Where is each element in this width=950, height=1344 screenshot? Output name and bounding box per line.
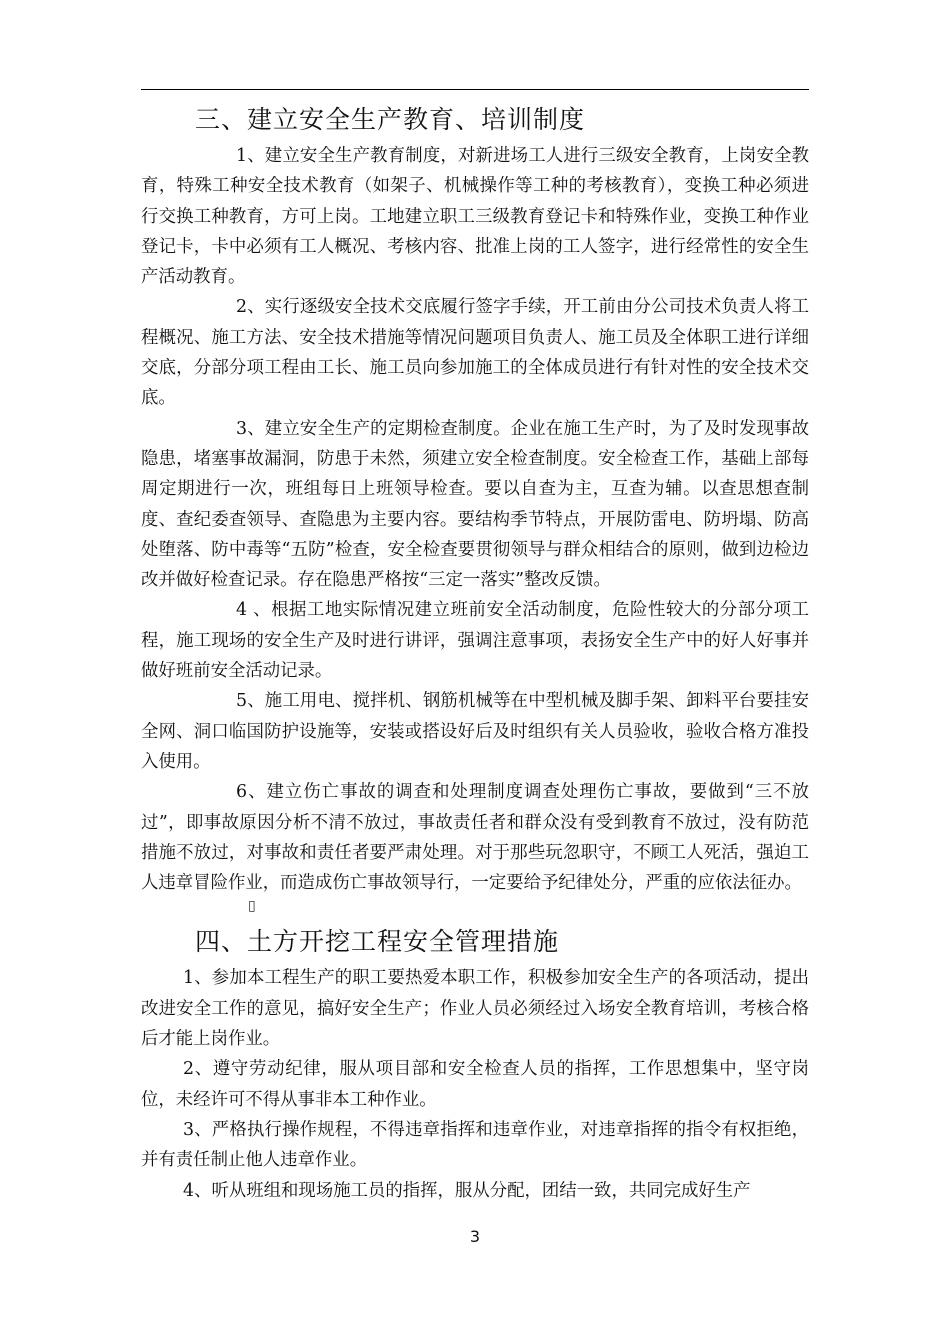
section-title-training: 三、建立安全生产教育、培训制度 (195, 105, 586, 134)
excavation-item-1: 1、参加本工程生产的职工要热爱本职工作，积极参加安全生产的各项活动，提出改进安全工作的意见，搞好安全生产；作业人员必须经过入场安全教育培训，考核合格后才能上岗作业。 (141, 968, 809, 1050)
excavation-item-4: 4、听从班组和现场施工员的指挥，服从分配，团结一致，共同完成好生产 (183, 1180, 751, 1201)
document-body (141, 100, 809, 1206)
training-item-5: 5、施工用电、搅拌机、钢筋机械等在中型机械及脚手架、卸料平台要挂安全网、洞口临国防护设施等，安装或搭设好后及时组织有关人员验收，验收合格方准投入使用。 (141, 691, 809, 772)
training-item-6: 6、建立伤亡事故的调查和处理制度调查处理伤亡事故，要做到“三不放过”，即事故原因分析不清不放过，事故责任者和群众没有受到教育不放过，没有防范措施不放过，对事故和责任者要严肃处理。对于那些玩忽职守，不顾工人死活，强迫工人违章冒险作业，而造成伤亡事故领导行，一定要给予纪律处分，严重的应依法征办。 (141, 782, 809, 894)
training-item-4: 4 、根据工地实际情况建立班前安全活动制度，危险性较大的分部分项工程，施工现场的安全生产及时进行讲评，强调注意事项，表扬安全生产中的好人好事并做好班前安全活动记录。 (141, 600, 809, 682)
training-item-3: 3、建立安全生产的定期检查制度。企业在施工生产时，为了及时发现事故隐患，堵塞事故漏洞，防患于未然，须建立安全检查制度。安全检查工作，基础上部每周定期进行一次，班组每日上班领导检查。要以自查为主，互查为辅。以查思想查制度、查纪委查领导、查隐患为主要内容。要结构季节特点，开展防雷电、防坍塌、防高处堕落、防中毒等“五防”检查，安全检查要贯彻领导与群众相结合的原则，做到边检边改并做好检查记录。存在隐患严格按“三定一落实”整改反馈。 (141, 418, 809, 591)
excavation-item-3: 3、严格执行操作规程，不得违章指挥和违章作业，对违章指挥的指令有权拒绝，并有责任制止他人违章作业。 (141, 1119, 809, 1171)
section-title-excavation: 四、土方开挖工程安全管理措施 (195, 927, 560, 957)
page-number: 3 (469, 1227, 481, 1246)
training-item-1: 1、建立安全生产教育制度，对新进场工人进行三级安全教育，上岗安全教育，特殊工种安全技术教育（如架子、机械操作等工种的考核教育），变换工种必须进行交换工种教育，方可上岗。工地建立职工三级教育登记卡和特殊作业，变换工种作业登记卡，卡中必须有工人概况、考核内容、批准上岗的工人签字，进行经常性的安全生产活动教育。 (141, 146, 809, 288)
placeholder-glyph: ▯ (248, 898, 256, 915)
excavation-item-2: 2、遵守劳动纪律，服从项目部和安全检查人员的指挥，工作思想集中，坚守岗位，未经许可不得从事非本工种作业。 (141, 1059, 809, 1110)
header-rule (141, 89, 809, 90)
training-item-2: 2、实行逐级安全技术交底履行签字手续，开工前由分公司技术负责人将工程概况、施工方法、安全技术措施等情况问题项目负责人、施工员及全体职工进行详细交底，分部分项工程由工长、施工员向参加施工的全体成员进行有针对性的安全技术交底。 (141, 297, 809, 409)
